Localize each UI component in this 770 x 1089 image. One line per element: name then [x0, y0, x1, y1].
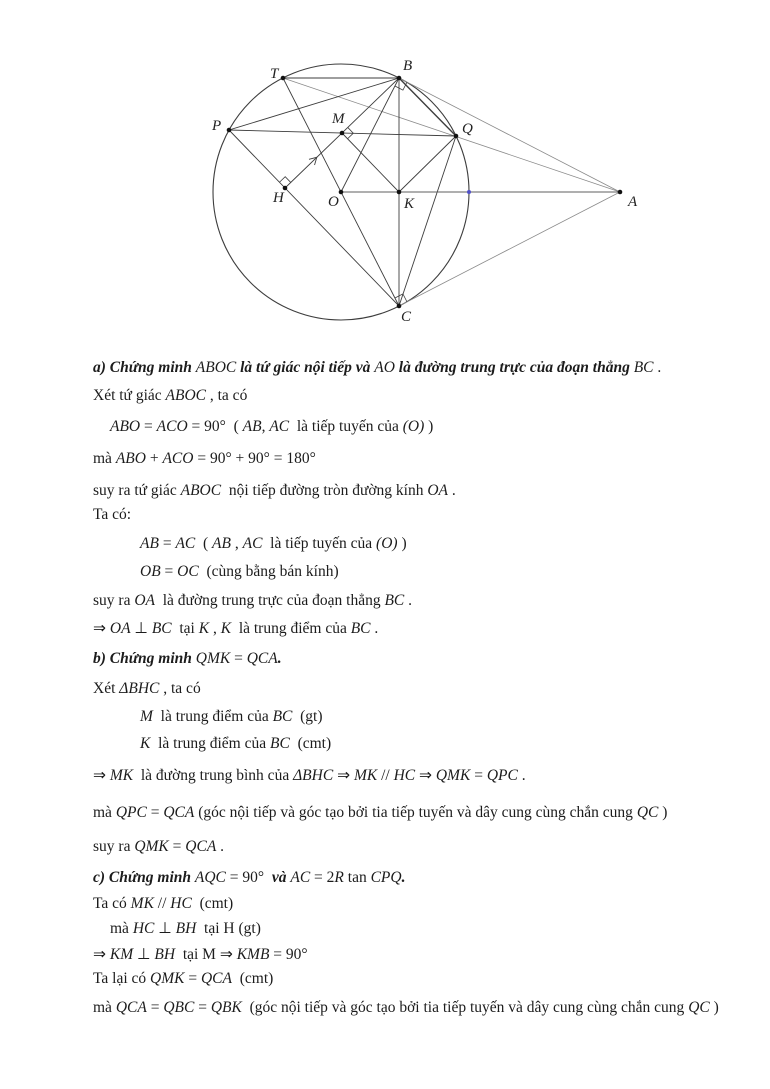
text-run: =	[158, 535, 176, 552]
text-run: ,	[209, 620, 221, 637]
text-run: =	[184, 970, 201, 987]
text-run: ,	[230, 535, 243, 552]
text-run: Ta lại có	[93, 970, 151, 987]
proof-line	[140, 733, 331, 755]
point-label-P: P	[212, 118, 222, 134]
text-run: (	[195, 535, 213, 552]
proof-line	[93, 944, 308, 966]
proof-line	[93, 618, 378, 640]
text-run: ⇒	[93, 767, 110, 784]
math-token: QMK	[150, 970, 185, 987]
point-label-O: O	[328, 194, 339, 210]
text-run: =	[168, 838, 186, 855]
text-run: ⊥	[154, 920, 176, 937]
proof-line	[93, 590, 412, 612]
math-token: BC	[270, 735, 290, 752]
math-token: ACO	[162, 450, 194, 467]
math-token: ABO	[115, 450, 146, 467]
text-run: suy ra	[93, 838, 135, 855]
proof-line	[110, 918, 261, 940]
text-run: Xét tứ giác	[93, 387, 166, 404]
point-label-B: B	[403, 58, 413, 74]
text-run: (gt)	[292, 708, 323, 725]
text-run: Xét	[93, 680, 120, 697]
math-token: QMK	[134, 838, 169, 855]
text-run: .	[216, 838, 225, 855]
math-token: BC	[633, 359, 654, 376]
math-token: AC	[242, 535, 263, 552]
math-token: ΔBHC	[293, 767, 334, 784]
text-run: và	[271, 869, 291, 886]
math-token: QBC	[163, 999, 195, 1016]
math-token: ABO	[110, 418, 141, 435]
point-label-K: K	[404, 196, 415, 212]
text-run: ⊥	[130, 620, 152, 637]
section-heading	[93, 357, 661, 379]
point-label-H: H	[273, 190, 284, 206]
text-run: , ta có	[159, 680, 201, 697]
text-run: .	[448, 482, 456, 499]
text-run: //	[153, 895, 171, 912]
text-run: tại	[171, 620, 199, 637]
text-run: là đường trung bình của	[133, 767, 294, 784]
math-token: R	[334, 869, 344, 886]
math-token: M	[140, 708, 153, 725]
text-run: = 2	[310, 869, 335, 886]
text-run: .	[370, 620, 379, 637]
math-token: AC	[175, 535, 196, 552]
math-token: AQC	[194, 869, 226, 886]
math-token: (O)	[402, 418, 425, 435]
text-run: tan	[343, 869, 371, 886]
proof-line	[93, 802, 667, 824]
text-run: ⇒	[415, 767, 436, 784]
math-token: AC	[290, 869, 311, 886]
point-label-A: A	[628, 194, 638, 210]
proof-line	[93, 893, 233, 915]
text-run: =	[470, 767, 487, 784]
math-token: OC	[177, 563, 199, 580]
math-token: ΔBHC	[119, 680, 160, 697]
text-run: a) Chứng minh	[93, 359, 196, 376]
text-run: +	[145, 450, 163, 467]
math-token: QBK	[210, 999, 242, 1016]
proof-line	[140, 706, 323, 728]
proof-line	[93, 836, 224, 858]
text-run: (góc nội tiếp và góc tạo bởi tia tiếp tuyến và dây cung cùng chắn cung	[194, 804, 637, 821]
text-run: =	[230, 650, 247, 667]
text-run: =	[146, 804, 164, 821]
text-run: mà	[93, 450, 116, 467]
text-run: là đường trung trực của đoạn thẳng	[155, 592, 385, 609]
text-run: là trung điểm của	[152, 708, 273, 725]
math-token: QCA	[185, 838, 217, 855]
math-token: MK	[353, 767, 378, 784]
proof-line	[93, 997, 719, 1019]
math-token: HC	[170, 895, 192, 912]
text-run: (góc nội tiếp và góc tạo bởi tia tiếp tuyến và dây cung cùng chắn cung	[241, 999, 689, 1016]
text-run: là đường trung trực của đoạn thẳng	[394, 359, 634, 376]
text-run: là tiếp tuyến của	[289, 418, 403, 435]
text-run: = 90° (	[187, 418, 243, 435]
text-run: (cmt)	[231, 970, 274, 987]
math-token: QC	[636, 804, 659, 821]
math-token: MK	[109, 767, 134, 784]
text-run: ,	[261, 418, 270, 435]
math-token: (O)	[376, 535, 398, 552]
text-run: =	[194, 999, 211, 1016]
text-run: mà	[93, 999, 116, 1016]
text-run: (cùng bằng bán kính)	[198, 563, 339, 580]
text-run: nội tiếp đường tròn đường kính	[221, 482, 428, 499]
proof-line	[93, 448, 316, 470]
text-run: là trung điểm của	[150, 735, 270, 752]
proof-line	[93, 968, 273, 990]
math-token: BC	[272, 708, 293, 725]
text-run: .	[517, 767, 526, 784]
math-token: QPC	[115, 804, 147, 821]
text-run: Ta có:	[93, 506, 132, 523]
math-token: QCA	[200, 970, 232, 987]
text-run: = 90°	[225, 869, 272, 886]
math-token: KM	[109, 946, 134, 963]
math-token: BH	[175, 920, 197, 937]
math-token: K	[198, 620, 210, 637]
proof-line	[110, 416, 433, 438]
text-run: Ta có	[93, 895, 131, 912]
math-token: AB	[242, 418, 262, 435]
math-token: QC	[688, 999, 710, 1016]
text-run: tại H (gt)	[196, 920, 261, 937]
proof-line	[93, 504, 131, 526]
proof-line	[140, 561, 339, 583]
text-run: //	[377, 767, 394, 784]
proof-line	[93, 678, 201, 700]
text-run: ⇒	[333, 767, 354, 784]
point-label-C: C	[401, 309, 412, 325]
text-run: ⊥	[133, 946, 155, 963]
math-token: AC	[269, 418, 290, 435]
math-token: ACO	[156, 418, 188, 435]
point-label-M: M	[332, 111, 345, 127]
section-heading	[93, 648, 282, 670]
math-token: BC	[151, 620, 172, 637]
text-run: mà	[93, 804, 116, 821]
math-token: QMK	[435, 767, 471, 784]
text-run: .	[404, 592, 413, 609]
math-token: OA	[427, 482, 449, 499]
math-token: CPQ	[370, 869, 402, 886]
text-run: (cmt)	[289, 735, 332, 752]
point-label-T: T	[270, 66, 279, 82]
text-run: )	[658, 804, 668, 821]
math-token: QCA	[246, 650, 278, 667]
proof-line	[93, 480, 456, 502]
math-token: BC	[350, 620, 371, 637]
proof-line	[140, 533, 407, 555]
text-run: =	[160, 563, 178, 580]
math-token: QPC	[486, 767, 518, 784]
math-token: MK	[130, 895, 154, 912]
text-run: )	[397, 535, 407, 552]
text-run: b) Chứng minh	[93, 650, 196, 667]
math-token: OB	[140, 563, 161, 580]
text-run: tại M ⇒	[175, 946, 237, 963]
math-token: OA	[109, 620, 131, 637]
text-run: là trung điểm của	[231, 620, 351, 637]
text-run: )	[424, 418, 434, 435]
text-run: = 90°	[269, 946, 308, 963]
math-token: OA	[134, 592, 155, 609]
text-run: =	[140, 418, 157, 435]
text-run: , ta có	[206, 387, 248, 404]
math-token: QMK	[195, 650, 231, 667]
math-token: HC	[393, 767, 416, 784]
point-label-Q: Q	[462, 121, 473, 137]
text-run: c) Chứng minh	[93, 869, 195, 886]
math-token: ABOC	[195, 359, 237, 376]
text-run: là tiếp tuyến của	[262, 535, 377, 552]
math-token: BC	[384, 592, 405, 609]
text-run: ⇒	[93, 946, 110, 963]
text-run: = 90° + 90° = 180°	[193, 450, 316, 467]
proof-line	[93, 385, 247, 407]
text-run: =	[146, 999, 164, 1016]
text-run: )	[709, 999, 719, 1016]
text-run: .	[401, 869, 406, 886]
text-run: suy ra tứ giác	[93, 482, 181, 499]
math-token: AB	[212, 535, 231, 552]
math-token: QCA	[163, 804, 195, 821]
section-heading	[93, 867, 405, 889]
text-run: suy ra	[93, 592, 135, 609]
math-token: ABOC	[165, 387, 206, 404]
math-token: HC	[132, 920, 155, 937]
text-run: mà	[110, 920, 133, 937]
text-run: là tứ giác nội tiếp và	[236, 359, 375, 376]
math-token: BH	[154, 946, 176, 963]
math-token: K	[140, 735, 151, 752]
proof-line	[93, 765, 526, 787]
math-token: QCA	[115, 999, 147, 1016]
math-token: ABOC	[180, 482, 222, 499]
text-run: (cmt)	[191, 895, 234, 912]
text-run: ⇒	[93, 620, 110, 637]
math-token: AO	[374, 359, 395, 376]
math-token: AB	[140, 535, 159, 552]
math-token: KMB	[236, 946, 270, 963]
math-token: K	[220, 620, 232, 637]
text-run: .	[277, 650, 282, 667]
text-run: .	[653, 359, 662, 376]
